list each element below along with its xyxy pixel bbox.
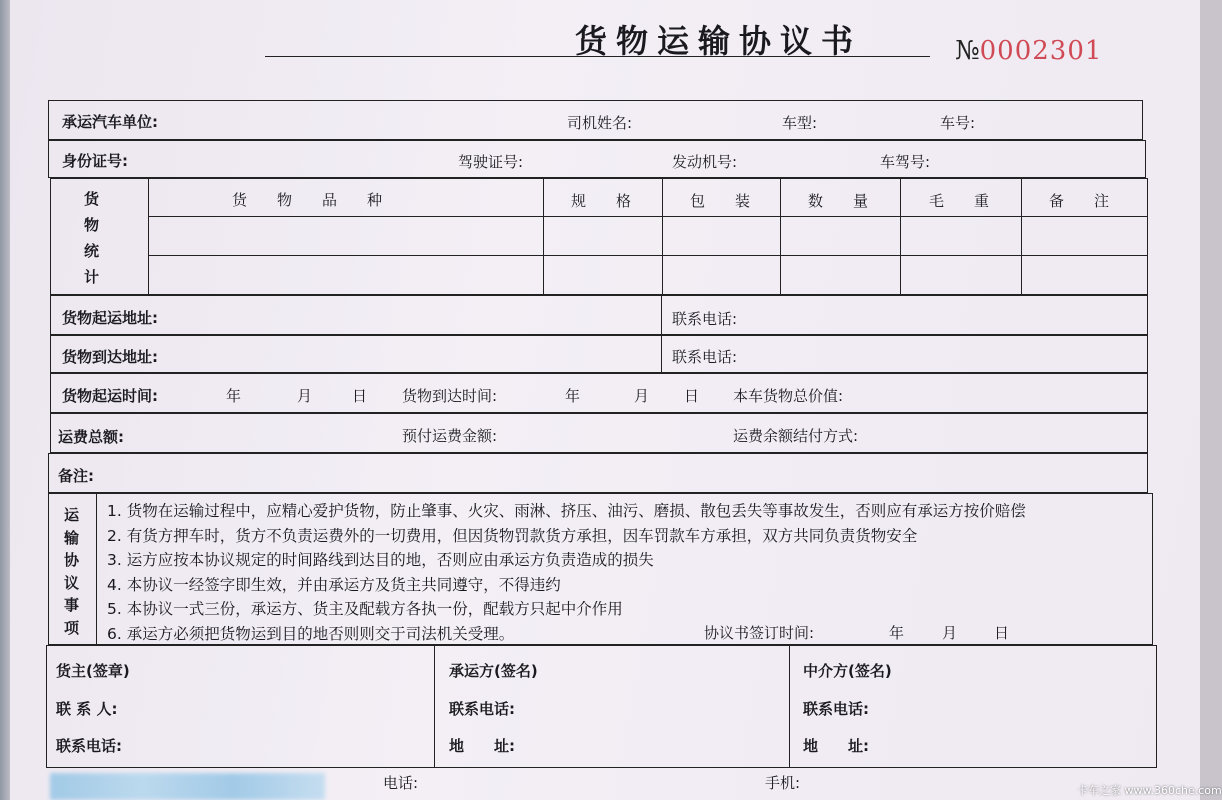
broker-title: 中介方(签名) [803, 662, 892, 680]
footer-mobile: 手机: [765, 774, 801, 792]
row-destination [50, 335, 1148, 373]
label-signing-day: 日 [994, 624, 1010, 642]
label-origin-phone: 联系电话: [672, 310, 738, 328]
redacted-area [50, 773, 325, 800]
label-destination-phone: 联系电话: [672, 348, 738, 366]
goods-header-packing: 包 装 [690, 192, 751, 210]
signature-divider [789, 645, 790, 768]
carrier-address: 地 址: [449, 737, 515, 755]
label-balance-method: 运费余额结付方式: [733, 427, 859, 445]
label-remarks: 备注: [58, 467, 94, 485]
row-remarks [48, 453, 1148, 493]
signature-divider [434, 645, 435, 768]
owner-phone: 联系电话: [56, 737, 122, 755]
goods-side-label: 货 物 统 计 [84, 190, 100, 286]
term-item: 1. 货物在运输过程中，应精心爱护货物，防止肇事、火灾、雨淋、挤压、油污、磨损、散包丢失等事故发生，否则应有承运方按价赔偿 [107, 502, 1026, 520]
label-depart-day: 日 [352, 387, 368, 405]
signature-section [46, 645, 1157, 768]
terms-list [107, 499, 1026, 646]
goods-row-divider [148, 255, 1148, 256]
goods-col-divider [900, 178, 901, 295]
document-title: 货物运输协议书 [575, 22, 863, 60]
label-depart-month: 月 [297, 387, 313, 405]
label-total-fee: 运费总额: [58, 428, 124, 446]
serial-number [955, 36, 1102, 66]
label-plate-no: 车号: [940, 114, 976, 132]
label-id-no: 身份证号: [62, 152, 128, 170]
goods-header-type: 货 物 品 种 [232, 191, 383, 209]
row-fees [50, 413, 1148, 453]
goods-header-spec: 规 格 [571, 192, 632, 210]
goods-col-divider [662, 178, 663, 295]
terms-side-label: 运 输 协 议 事 项 [64, 506, 80, 637]
serial-mark: № [955, 36, 980, 66]
term-item: 6. 承运方必须把货物运到目的地否则则交于司法机关受理。 [107, 624, 515, 643]
label-depart-year: 年 [226, 387, 242, 405]
goods-header-remarks: 备 注 [1049, 192, 1110, 210]
footer-phone: 电话: [383, 774, 419, 792]
label-vehicle-type: 车型: [782, 114, 818, 132]
label-engine-no: 发动机号: [672, 153, 738, 171]
goods-row-divider [148, 216, 1148, 217]
goods-col-divider [1021, 178, 1022, 295]
term-item: 2. 有货方押车时，货方不负责运费外的一切费用，但因货物罚款货方承担，因车罚款车方承担，双方共同负责货物安全 [107, 526, 918, 545]
goods-col-divider [780, 178, 781, 295]
label-driver-name: 司机姓名: [567, 114, 633, 132]
label-arrive-day: 日 [684, 387, 700, 405]
row-times [50, 373, 1148, 413]
broker-phone: 联系电话: [803, 700, 869, 718]
label-arrive-year: 年 [565, 387, 581, 405]
label-arrive-time: 货物到达时间: [402, 387, 498, 405]
label-total-value: 本车货物总价值: [733, 387, 844, 405]
row-origin [50, 295, 1148, 335]
goods-header-weight: 毛 重 [929, 192, 990, 210]
serial-value: 0002301 [979, 36, 1103, 66]
owner-contact: 联 系 人: [56, 700, 118, 718]
carrier-title: 承运方(签名) [449, 662, 538, 680]
row-id [48, 140, 1146, 178]
label-frame-no: 车驾号: [880, 153, 931, 171]
label-depart-time: 货物起运时间: [62, 387, 158, 405]
goods-header-quantity: 数 量 [808, 192, 869, 210]
label-origin-address: 货物起运地址: [62, 309, 158, 327]
owner-title: 货主(签章) [56, 662, 130, 680]
label-prepaid-fee: 预付运费金额: [402, 427, 498, 445]
label-destination-address: 货物到达地址: [62, 348, 158, 366]
goods-col-divider [543, 178, 544, 295]
broker-address: 地 址: [803, 737, 869, 755]
terms-divider [96, 493, 97, 645]
label-arrive-month: 月 [634, 387, 650, 405]
title-underline [265, 56, 930, 57]
label-carrier-unit: 承运汽车单位: [62, 113, 158, 131]
label-license-no: 驾驶证号: [458, 153, 524, 171]
label-signing-time: 协议书签订时间: [704, 624, 815, 642]
label-signing-month: 月 [942, 624, 958, 642]
goods-col-divider [148, 178, 149, 295]
term-item: 5. 本协议一式三份，承运方、货主及配载方各执一份，配载方只起中介作用 [107, 600, 623, 618]
label-signing-year: 年 [889, 624, 905, 642]
term-item: 3. 运方应按本协议规定的时间路线到达目的地，否则应由承运方负责造成的损失 [107, 551, 654, 569]
carrier-phone: 联系电话: [449, 700, 515, 718]
watermark: 卡车之家 www.360che.com [1077, 784, 1222, 797]
term-item: 4. 本协议一经签字即生效，并由承运方及货主共同遵守，不得违约 [107, 575, 561, 594]
